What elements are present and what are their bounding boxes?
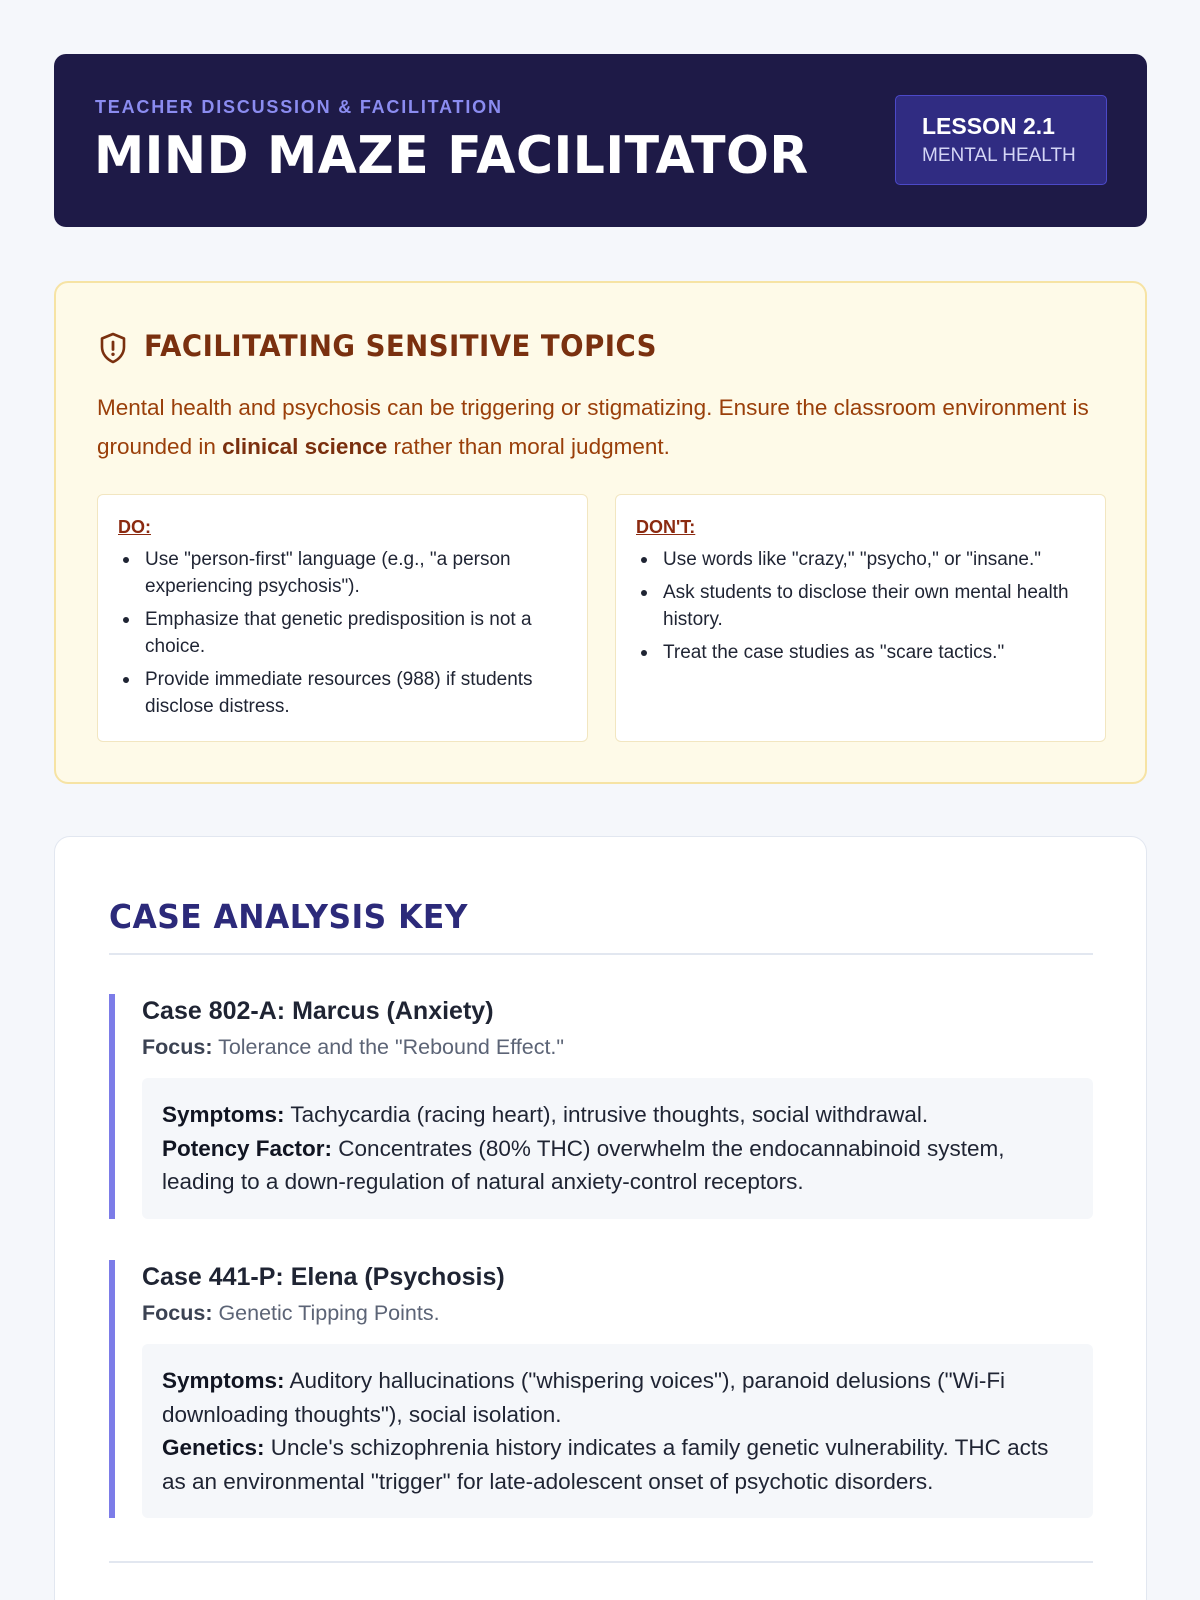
dont-list-box bbox=[615, 494, 1106, 742]
case-detail: Symptoms: Tachycardia (racing heart), intrusive thoughts, social withdrawal. Potency Factor: Concentrates (80% THC) overwhelm the endocannabinoid system, leading to a down-regulation of natural anxiety-control receptors. bbox=[142, 1078, 1093, 1219]
do-item: Use "person-first" language (e.g., "a person experiencing psychosis"). bbox=[118, 546, 567, 600]
sensitive-topics-intro: Mental health and psychosis can be triggering or stigmatizing. Ensure the classroom environment is grounded in clinical science rather than moral judgment. bbox=[97, 395, 1089, 459]
dont-heading: DON'T: bbox=[636, 517, 696, 537]
case-focus: Focus: Tolerance and the "Rebound Effect." bbox=[142, 1035, 565, 1059]
shield-alert-icon bbox=[98, 331, 128, 365]
lesson-badge bbox=[895, 95, 1107, 185]
header-kicker: TEACHER DISCUSSION & FACILITATION bbox=[95, 97, 503, 117]
do-item: Provide immediate resources (988) if students disclose distress. bbox=[118, 666, 567, 720]
case-focus: Focus: Genetic Tipping Points. bbox=[142, 1301, 440, 1325]
case-title: Case 802-A: Marcus (Anxiety) bbox=[142, 997, 494, 1025]
divider bbox=[109, 953, 1093, 955]
case-title: Case 441-P: Elena (Psychosis) bbox=[142, 1263, 505, 1291]
do-heading: DO: bbox=[118, 517, 151, 537]
page-header bbox=[54, 54, 1147, 227]
divider bbox=[109, 1561, 1093, 1563]
lesson-topic: MENTAL HEALTH bbox=[922, 145, 1076, 166]
page-title: MIND MAZE FACILITATOR bbox=[94, 126, 809, 186]
dont-list bbox=[636, 546, 1085, 666]
lesson-number: LESSON 2.1 bbox=[922, 113, 1055, 139]
do-list bbox=[118, 546, 567, 720]
sensitive-topics-title: FACILITATING SENSITIVE TOPICS bbox=[144, 329, 657, 363]
dont-item: Use words like "crazy," "psycho," or "insane." bbox=[636, 546, 1085, 573]
case-entry bbox=[109, 994, 1093, 1219]
case-analysis-title: CASE ANALYSIS KEY bbox=[109, 897, 468, 936]
dont-item: Ask students to disclose their own mental health history. bbox=[636, 579, 1085, 633]
intro-emphasis: clinical science bbox=[222, 434, 388, 459]
case-entry bbox=[109, 1260, 1093, 1518]
dont-item: Treat the case studies as "scare tactics." bbox=[636, 639, 1085, 666]
sensitive-topics-panel bbox=[54, 281, 1147, 784]
do-item: Emphasize that genetic predisposition is not a choice. bbox=[118, 606, 567, 660]
case-analysis-card bbox=[54, 836, 1147, 1600]
case-detail: Symptoms: Auditory hallucinations ("whispering voices"), paranoid delusions ("Wi-Fi downloading thoughts"), social isolation. Genetics: Uncle's schizophrenia history indicates a family genetic vulnerability. THC acts as an environmental "trigger" for late-adolescent onset of psychotic disorders. bbox=[142, 1344, 1093, 1518]
do-list-box bbox=[97, 494, 588, 742]
